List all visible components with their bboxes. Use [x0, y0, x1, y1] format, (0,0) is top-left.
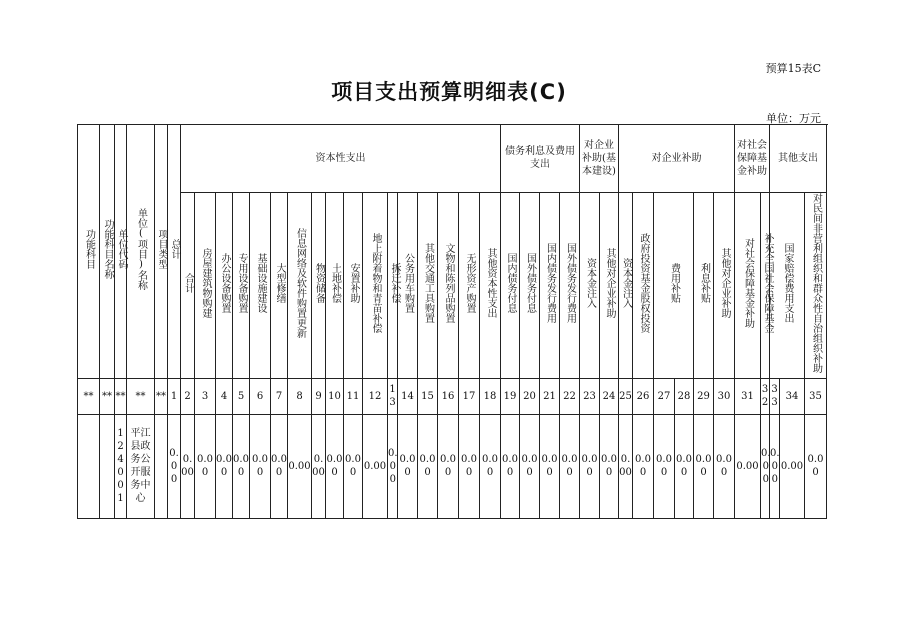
- sub-header: 公务用车购置: [398, 193, 418, 379]
- row-value: 0.00: [271, 415, 288, 519]
- sub-header: 其他交通工具购置: [418, 193, 438, 379]
- sub-header: 房屋建筑物购建: [195, 193, 216, 379]
- row-value: 0.00: [181, 415, 195, 519]
- sub-header: 基础设施建设: [250, 193, 271, 379]
- column-number: 26: [633, 379, 654, 415]
- column-number: 33: [770, 379, 780, 415]
- sub-header: 国内债务发行费用: [540, 193, 560, 379]
- sub-header: 政府投资基金股权投资: [633, 193, 654, 379]
- row-value: 0.00: [501, 415, 520, 519]
- column-number: 6: [250, 379, 271, 415]
- sub-header: 其他对企业补助: [714, 193, 735, 379]
- row-value: 0.00: [459, 415, 480, 519]
- row-unit-name: 平江县政务公开服务中心: [127, 415, 155, 519]
- column-number: 10: [326, 379, 344, 415]
- header-func-subject-name: 功能科目名称: [100, 125, 115, 379]
- row-func-subject-name: [100, 415, 115, 519]
- sub-header: 国家赔偿费用支出: [770, 193, 805, 379]
- sub-header: 费用补贴: [654, 193, 694, 379]
- row-value: 0.00: [770, 415, 780, 519]
- row-value: 0.00: [480, 415, 501, 519]
- header-unit-name: 单位(项目)名称: [127, 125, 155, 379]
- sub-header: 专用设备购置: [233, 193, 250, 379]
- row-value: 0.00: [600, 415, 619, 519]
- column-number: 7: [271, 379, 288, 415]
- sub-header: 资本金注入: [619, 193, 633, 379]
- column-number: 31: [735, 379, 761, 415]
- column-number: 23: [580, 379, 600, 415]
- row-value: 0.00: [344, 415, 363, 519]
- column-number: 4: [216, 379, 233, 415]
- sub-header: 大型修缮: [271, 193, 288, 379]
- column-number: 25: [619, 379, 633, 415]
- column-number: 27: [654, 379, 675, 415]
- column-number: 22: [560, 379, 580, 415]
- column-number: 16: [438, 379, 459, 415]
- form-number: 预算15表C: [765, 62, 821, 75]
- group-other: 其他支出: [770, 125, 827, 193]
- column-number: 29: [694, 379, 714, 415]
- row-value: 0.00: [216, 415, 233, 519]
- column-number: **: [155, 379, 168, 415]
- column-number: 8: [288, 379, 312, 415]
- row-value: 0.00: [288, 415, 312, 519]
- row-value: 0.00: [540, 415, 560, 519]
- column-number: **: [127, 379, 155, 415]
- group-enterprise-capital: 对企业补助(基本建设): [580, 125, 619, 193]
- row-value: 0.00: [780, 415, 805, 519]
- sub-header: 对社会保障基金补助: [735, 193, 761, 379]
- column-number: 9: [312, 379, 326, 415]
- column-number: 12: [363, 379, 388, 415]
- sub-header: 拆迁补偿: [388, 193, 398, 379]
- row-value: 0.00: [326, 415, 344, 519]
- row-value: 0.00: [233, 415, 250, 519]
- sub-header: 国内债务付息: [501, 193, 520, 379]
- group-debt: 债务利息及费用支出: [501, 125, 580, 193]
- row-project-type: [155, 415, 168, 519]
- column-number: **: [115, 379, 127, 415]
- sub-header: 办公设备购置: [216, 193, 233, 379]
- column-number: 3: [195, 379, 216, 415]
- row-value: 0.00: [694, 415, 714, 519]
- column-number: 15: [418, 379, 438, 415]
- row-value: 0.00: [675, 415, 694, 519]
- row-value: 0.00: [250, 415, 271, 519]
- row-value: 0.00: [805, 415, 827, 519]
- row-func-subject: [78, 415, 100, 519]
- row-value: 0.00: [714, 415, 735, 519]
- row-value: 0.00: [520, 415, 540, 519]
- row-value: 0.00: [312, 415, 326, 519]
- sub-header: 利息补贴: [694, 193, 714, 379]
- column-number: 32: [761, 379, 770, 415]
- row-value: 0.00: [619, 415, 633, 519]
- row-value: 0.00: [560, 415, 580, 519]
- column-number: 5: [233, 379, 250, 415]
- sub-header: 其他资本性支出: [480, 193, 501, 379]
- group-social: 对社会保障基金补助: [735, 125, 770, 193]
- row-value: 0.00: [633, 415, 654, 519]
- row-value: 0.00: [438, 415, 459, 519]
- column-number: 17: [459, 379, 480, 415]
- column-number: 34: [780, 379, 805, 415]
- column-number: **: [78, 379, 100, 415]
- sub-header: 安置补助: [344, 193, 363, 379]
- sub-header: 文物和陈列品购置: [438, 193, 459, 379]
- row-value: 0.00: [363, 415, 388, 519]
- sub-header: 地上附着物和青苗补偿: [363, 193, 388, 379]
- row-value: 0.00: [761, 415, 770, 519]
- header-total: 总计: [168, 125, 181, 379]
- column-number: 28: [675, 379, 694, 415]
- column-number: 13: [388, 379, 398, 415]
- column-number: 2: [181, 379, 195, 415]
- row-unit-code: 124001: [115, 415, 127, 519]
- column-number: 24: [600, 379, 619, 415]
- row-value: 0.00: [388, 415, 398, 519]
- header-project-type: 项目类型: [155, 125, 168, 379]
- sub-header: 对民间非营利组织和群众性自治组织补助: [805, 193, 827, 379]
- column-number: 21: [540, 379, 560, 415]
- row-value: 0.00: [580, 415, 600, 519]
- sub-header: 其他对企业补助: [600, 193, 619, 379]
- budget-table: [77, 124, 827, 519]
- column-number: 1: [168, 379, 181, 415]
- column-number: 11: [344, 379, 363, 415]
- column-number: **: [100, 379, 115, 415]
- sub-header: 物资储备: [312, 193, 326, 379]
- row-value: 0.00: [735, 415, 761, 519]
- column-number: 20: [520, 379, 540, 415]
- header-unit-code: 单位代码: [115, 125, 127, 379]
- page-title: 项目支出预算明细表(C): [331, 80, 567, 104]
- sub-header: 资本金注入: [580, 193, 600, 379]
- sub-header: 国外债务发行费用: [560, 193, 580, 379]
- column-number: 35: [805, 379, 827, 415]
- column-number: 18: [480, 379, 501, 415]
- column-number: 30: [714, 379, 735, 415]
- row-value: 0.00: [654, 415, 675, 519]
- sub-header: 合计: [181, 193, 195, 379]
- unit-label: 单位：万元: [766, 112, 821, 125]
- row-value: 0.00: [398, 415, 418, 519]
- column-number: 19: [501, 379, 520, 415]
- group-enterprise: 对企业补助: [619, 125, 735, 193]
- group-capital: 资本性支出: [181, 125, 501, 193]
- header-func-subject: 功能科目: [78, 125, 100, 379]
- row-value: 0.00: [168, 415, 181, 519]
- sub-header: 信息网络及软件购置更新: [288, 193, 312, 379]
- sub-header: 土地补偿: [326, 193, 344, 379]
- row-value: 0.00: [418, 415, 438, 519]
- sub-header: 国外债务付息: [520, 193, 540, 379]
- sub-header: 无形资产购置: [459, 193, 480, 379]
- row-value: 0.00: [195, 415, 216, 519]
- column-number: 14: [398, 379, 418, 415]
- sub-header: 补充全国社会保障基金: [761, 193, 770, 379]
